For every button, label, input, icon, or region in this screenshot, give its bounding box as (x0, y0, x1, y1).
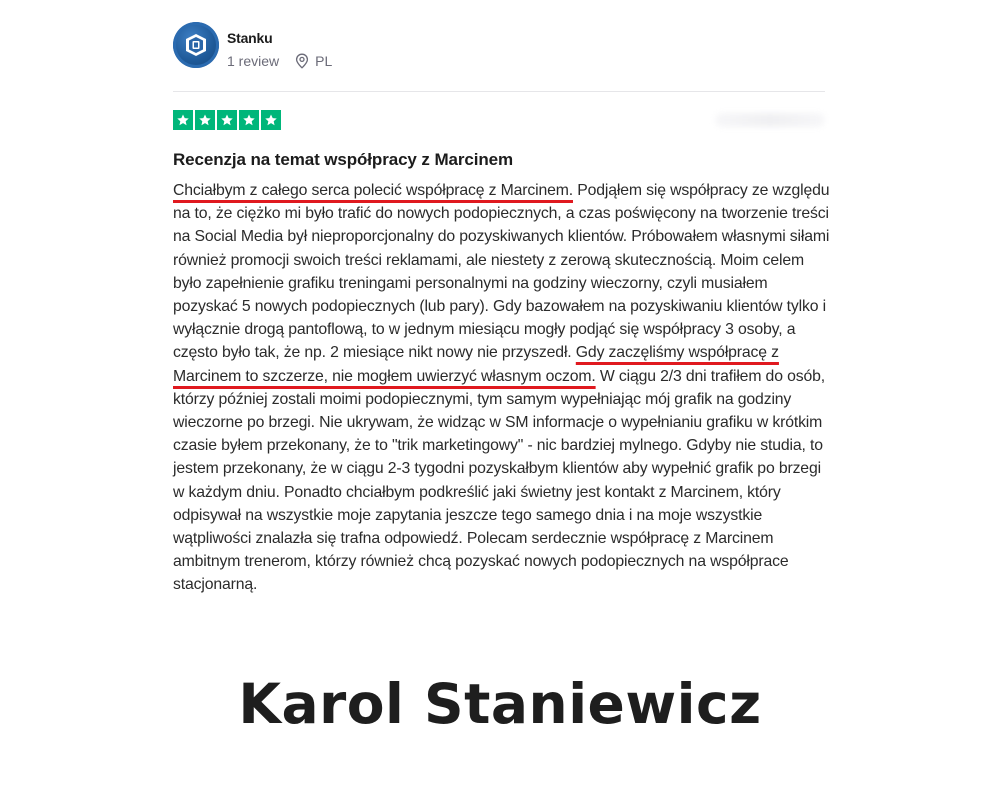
review-date-blurred (715, 113, 825, 127)
review-card (173, 22, 830, 597)
review-title[interactable]: Recenzja na temat współpracy z Marcinem (173, 150, 514, 169)
highlighted-text: Gdy zaczęliśmy współpracę z Marcinem to szczerze, nie mogłem uwierzyć własnym oczom. (173, 344, 779, 385)
review-body (173, 179, 833, 597)
reviewer-header (173, 22, 825, 82)
shield-logo-icon (183, 32, 209, 58)
reviewer-country: PL (315, 53, 333, 69)
review-text: Podjąłem się współpracy ze względu na to, że ciężko mi było trafić do nowych podopiecznych, a czas poświęcony na tworzenie treści na Social Media był nieproporcjonalny do pozyskiwanych klientów. Próbowałem własnymi siłami również promocji swoich treści reklamami, ale niestety z zerową skutecznością. Moim celem było zapełnienie grafiku treningami personalnymi na godziny wieczorny, czyli musiałem pozyskać 5 nowych podopiecznych (lub pary). Gdy bazowałem na pozyskiwaniu klientów tylko i wyłącznie drogą pantoflową, to w jednym miesiącu mogły podjąć się współpracy 3 osoby, a często było tak, że np. 2 miesiące nikt nowy nie przyszedł. (173, 182, 830, 362)
avatar[interactable] (173, 22, 219, 68)
author-caption: Karol Staniewicz (238, 672, 762, 736)
star-icon (217, 110, 237, 130)
divider (173, 91, 825, 92)
star-icon (239, 110, 259, 130)
review-count: 1 review (227, 53, 280, 69)
highlighted-text: Chciałbym z całego serca polecić współpracę z Marcinem. (173, 182, 573, 199)
star-rating (173, 110, 281, 130)
star-icon (195, 110, 215, 130)
location-pin-icon (295, 53, 309, 69)
reviewer-name[interactable]: Stanku (227, 30, 273, 46)
star-icon (261, 110, 281, 130)
star-icon (173, 110, 193, 130)
review-text: W ciągu 2/3 dni trafiłem do osób, którzy później zostali moimi podopiecznymi, tym samym wypełniając mój grafik na godziny wieczorne po brzegi. Nie ukrywam, że widząc w SM informacje o wypełnianiu grafiku w krótkim czasie byłem przekonany, że to "trik marketingowy" - nic bardziej mylnego. Gdyby nie studia, to jestem przekonany, że w ciągu 2-3 tygodni pozyskałbym klientów aby wypełnić grafik po brzegi w każdym dniu. Ponadto chciałbym podkreślić jaki świetny jest kontakt z Marcinem, który odpisywał na wszystkie moje zapytania jeszcze tego samego dnia i na moje wszystkie wątpliwości znalazła się trafna odpowiedź. Polecam serdecznie współpracę z Marcinem ambitnym trenerom, którzy również chcą pozyskać nowych podopiecznych na współprace stacjonarną. (173, 367, 825, 594)
